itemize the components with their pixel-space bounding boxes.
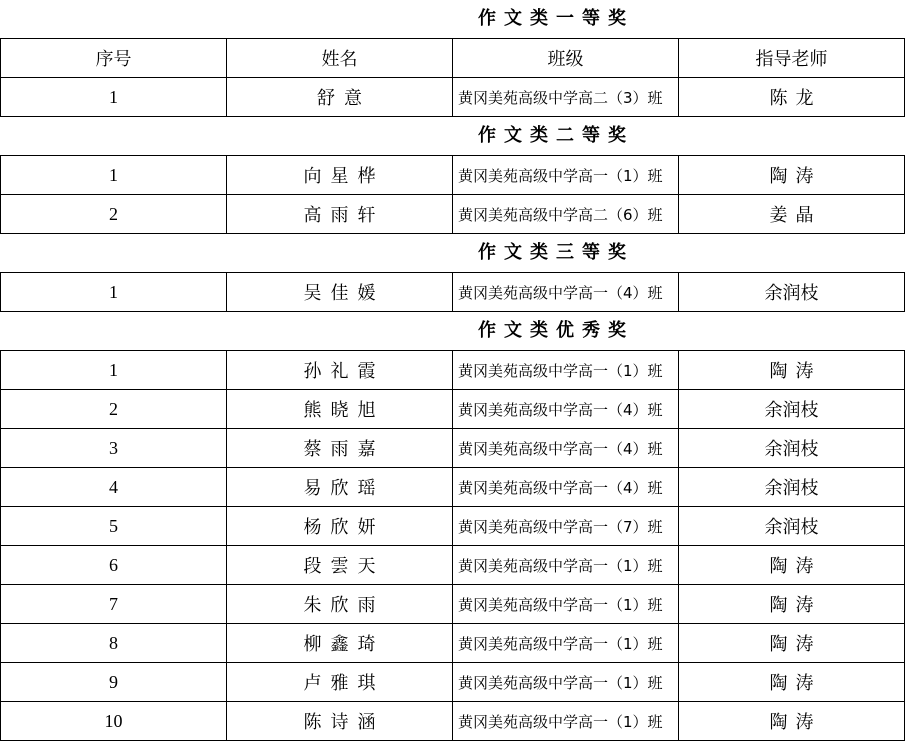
student-name: 段雲天: [227, 546, 453, 585]
teacher-name: 余润枝: [679, 390, 905, 429]
student-name: 杨欣妍: [227, 507, 453, 546]
class-name: 黄冈美苑高级中学高一（4）班: [453, 468, 679, 507]
class-name: 黄冈美苑高级中学高一（1）班: [453, 585, 679, 624]
student-name: 高雨轩: [227, 195, 453, 234]
table-header-row: [1, 39, 905, 78]
row-index: 2: [1, 390, 227, 429]
student-name: 向星桦: [227, 156, 453, 195]
row-index: 2: [1, 195, 227, 234]
student-name: 熊晓旭: [227, 390, 453, 429]
row-index: 8: [1, 624, 227, 663]
header-class: 班级: [453, 39, 679, 78]
student-name: 朱欣雨: [227, 585, 453, 624]
row-index: 5: [1, 507, 227, 546]
table-row: [1, 390, 905, 429]
table-row: [1, 585, 905, 624]
student-name: 蔡雨嘉: [227, 429, 453, 468]
student-name: 孙礼霞: [227, 351, 453, 390]
class-name: 黄冈美苑高级中学高二（6）班: [453, 195, 679, 234]
header-name: 姓名: [227, 39, 453, 78]
section-title: [0, 312, 905, 350]
student-name: 易欣瑶: [227, 468, 453, 507]
teacher-name: 余润枝: [679, 507, 905, 546]
class-name: 黄冈美苑高级中学高一（4）班: [453, 390, 679, 429]
section-title: [0, 117, 905, 155]
teacher-name: 余润枝: [679, 468, 905, 507]
student-name: 卢雅琪: [227, 663, 453, 702]
class-name: 黄冈美苑高级中学高一（1）班: [453, 624, 679, 663]
table-row: [1, 663, 905, 702]
award-table: [0, 350, 905, 741]
student-name: 陈诗涵: [227, 702, 453, 741]
row-index: 1: [1, 78, 227, 117]
row-index: 1: [1, 156, 227, 195]
table-row: [1, 468, 905, 507]
section-title-text: 作文类二等奖: [478, 125, 634, 146]
class-name: 黄冈美苑高级中学高一（1）班: [453, 546, 679, 585]
award-table: [0, 38, 905, 117]
table-row: [1, 429, 905, 468]
teacher-name: 陶涛: [679, 351, 905, 390]
teacher-name: 陶涛: [679, 156, 905, 195]
table-row: [1, 156, 905, 195]
table-row: [1, 195, 905, 234]
section-title-text: 作文类优秀奖: [478, 320, 634, 341]
row-index: 4: [1, 468, 227, 507]
table-row: [1, 273, 905, 312]
student-name: 柳鑫琦: [227, 624, 453, 663]
teacher-name: 陈龙: [679, 78, 905, 117]
table-row: [1, 351, 905, 390]
teacher-name: 陶涛: [679, 702, 905, 741]
class-name: 黄冈美苑高级中学高一（1）班: [453, 702, 679, 741]
teacher-name: 姜晶: [679, 195, 905, 234]
class-name: 黄冈美苑高级中学高一（1）班: [453, 663, 679, 702]
row-index: 10: [1, 702, 227, 741]
row-index: 6: [1, 546, 227, 585]
table-row: [1, 624, 905, 663]
class-name: 黄冈美苑高级中学高一（1）班: [453, 351, 679, 390]
section-title: [0, 0, 905, 38]
class-name: 黄冈美苑高级中学高一（4）班: [453, 429, 679, 468]
header-teacher: 指导老师: [679, 39, 905, 78]
class-name: 黄冈美苑高级中学高一（7）班: [453, 507, 679, 546]
student-name: 吴佳媛: [227, 273, 453, 312]
header-index: 序号: [1, 39, 227, 78]
table-row: [1, 702, 905, 741]
class-name: 黄冈美苑高级中学高一（4）班: [453, 273, 679, 312]
section-title: [0, 234, 905, 272]
student-name: 舒意: [227, 78, 453, 117]
section-title-text: 作文类三等奖: [478, 242, 634, 263]
class-name: 黄冈美苑高级中学高一（1）班: [453, 156, 679, 195]
row-index: 1: [1, 351, 227, 390]
table-row: [1, 507, 905, 546]
class-name: 黄冈美苑高级中学高二（3）班: [453, 78, 679, 117]
teacher-name: 余润枝: [679, 273, 905, 312]
teacher-name: 陶涛: [679, 585, 905, 624]
row-index: 3: [1, 429, 227, 468]
row-index: 9: [1, 663, 227, 702]
row-index: 7: [1, 585, 227, 624]
section-title-text: 作文类一等奖: [478, 8, 634, 29]
teacher-name: 陶涛: [679, 624, 905, 663]
table-row: [1, 546, 905, 585]
table-row: [1, 78, 905, 117]
teacher-name: 陶涛: [679, 663, 905, 702]
teacher-name: 陶涛: [679, 546, 905, 585]
row-index: 1: [1, 273, 227, 312]
award-table: [0, 272, 905, 312]
teacher-name: 余润枝: [679, 429, 905, 468]
award-table: [0, 155, 905, 234]
